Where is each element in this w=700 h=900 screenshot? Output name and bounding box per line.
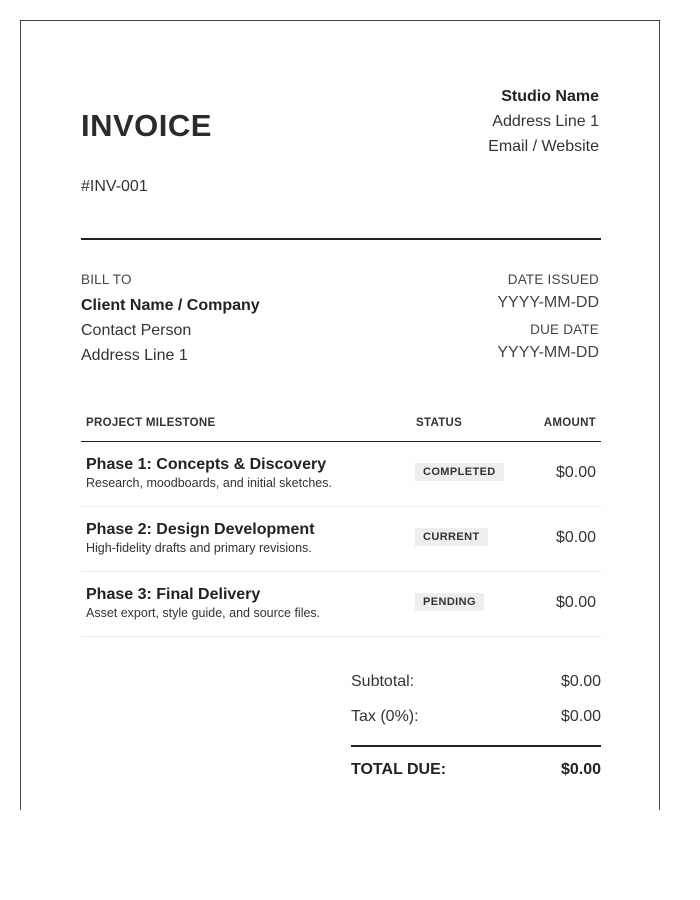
- date-issued-label: DATE ISSUED: [507, 272, 599, 287]
- milestone-description: High-fidelity drafts and primary revisions.: [86, 541, 312, 555]
- milestone-amount: $0.00: [555, 464, 596, 481]
- bill-to-label: BILL TO: [81, 272, 132, 287]
- header-divider: [81, 238, 601, 240]
- header-amount: AMOUNT: [543, 417, 596, 429]
- client-contact: Contact Person: [81, 322, 192, 339]
- milestone-description: Asset export, style guide, and source files.: [86, 606, 321, 620]
- studio-name: Studio Name: [501, 88, 599, 105]
- table-row: [81, 442, 601, 507]
- status-badge: CURRENT: [415, 528, 488, 546]
- table-row: [81, 507, 601, 572]
- milestone-amount: $0.00: [555, 594, 596, 611]
- subtotal-row: [351, 671, 601, 706]
- header-milestone: PROJECT MILESTONE: [86, 417, 216, 429]
- milestone-amount: $0.00: [555, 529, 596, 546]
- bill-to-section: [81, 271, 260, 368]
- tax-label: Tax (0%):: [351, 708, 419, 725]
- subtotal-label: Subtotal:: [351, 673, 415, 690]
- tax-value: $0.00: [560, 708, 601, 725]
- total-due-value: $0.00: [560, 761, 601, 778]
- milestone-table: [81, 413, 601, 637]
- totals-section: [351, 671, 601, 777]
- subtotal-value: $0.00: [560, 673, 601, 690]
- total-due-label: TOTAL DUE:: [351, 761, 447, 778]
- studio-contact: Email / Website: [488, 138, 599, 155]
- table-row: [81, 572, 601, 637]
- due-date-value: YYYY-MM-DD: [497, 344, 599, 361]
- date-issued-value: YYYY-MM-DD: [497, 294, 599, 311]
- invoice-number: #INV-001: [81, 178, 148, 195]
- status-badge: COMPLETED: [415, 463, 504, 481]
- client-address: Address Line 1: [81, 347, 188, 364]
- milestone-title: Phase 3: Final Delivery: [86, 586, 261, 603]
- total-due-row: [351, 747, 601, 777]
- due-date-label: DUE DATE: [530, 322, 599, 337]
- milestone-title: Phase 1: Concepts & Discovery: [86, 456, 327, 473]
- milestone-title: Phase 2: Design Development: [86, 521, 315, 538]
- studio-info: [488, 84, 599, 159]
- studio-address: Address Line 1: [492, 113, 599, 130]
- milestone-description: Research, moodboards, and initial sketches.: [86, 476, 332, 490]
- dates-section: [497, 271, 599, 371]
- status-badge: PENDING: [415, 593, 484, 611]
- header-status: STATUS: [416, 417, 463, 429]
- invoice-title: INVOICE: [81, 108, 212, 143]
- client-name: Client Name / Company: [81, 297, 260, 314]
- tax-row: [351, 706, 601, 741]
- invoice-page: [20, 20, 660, 810]
- table-header: [81, 413, 601, 442]
